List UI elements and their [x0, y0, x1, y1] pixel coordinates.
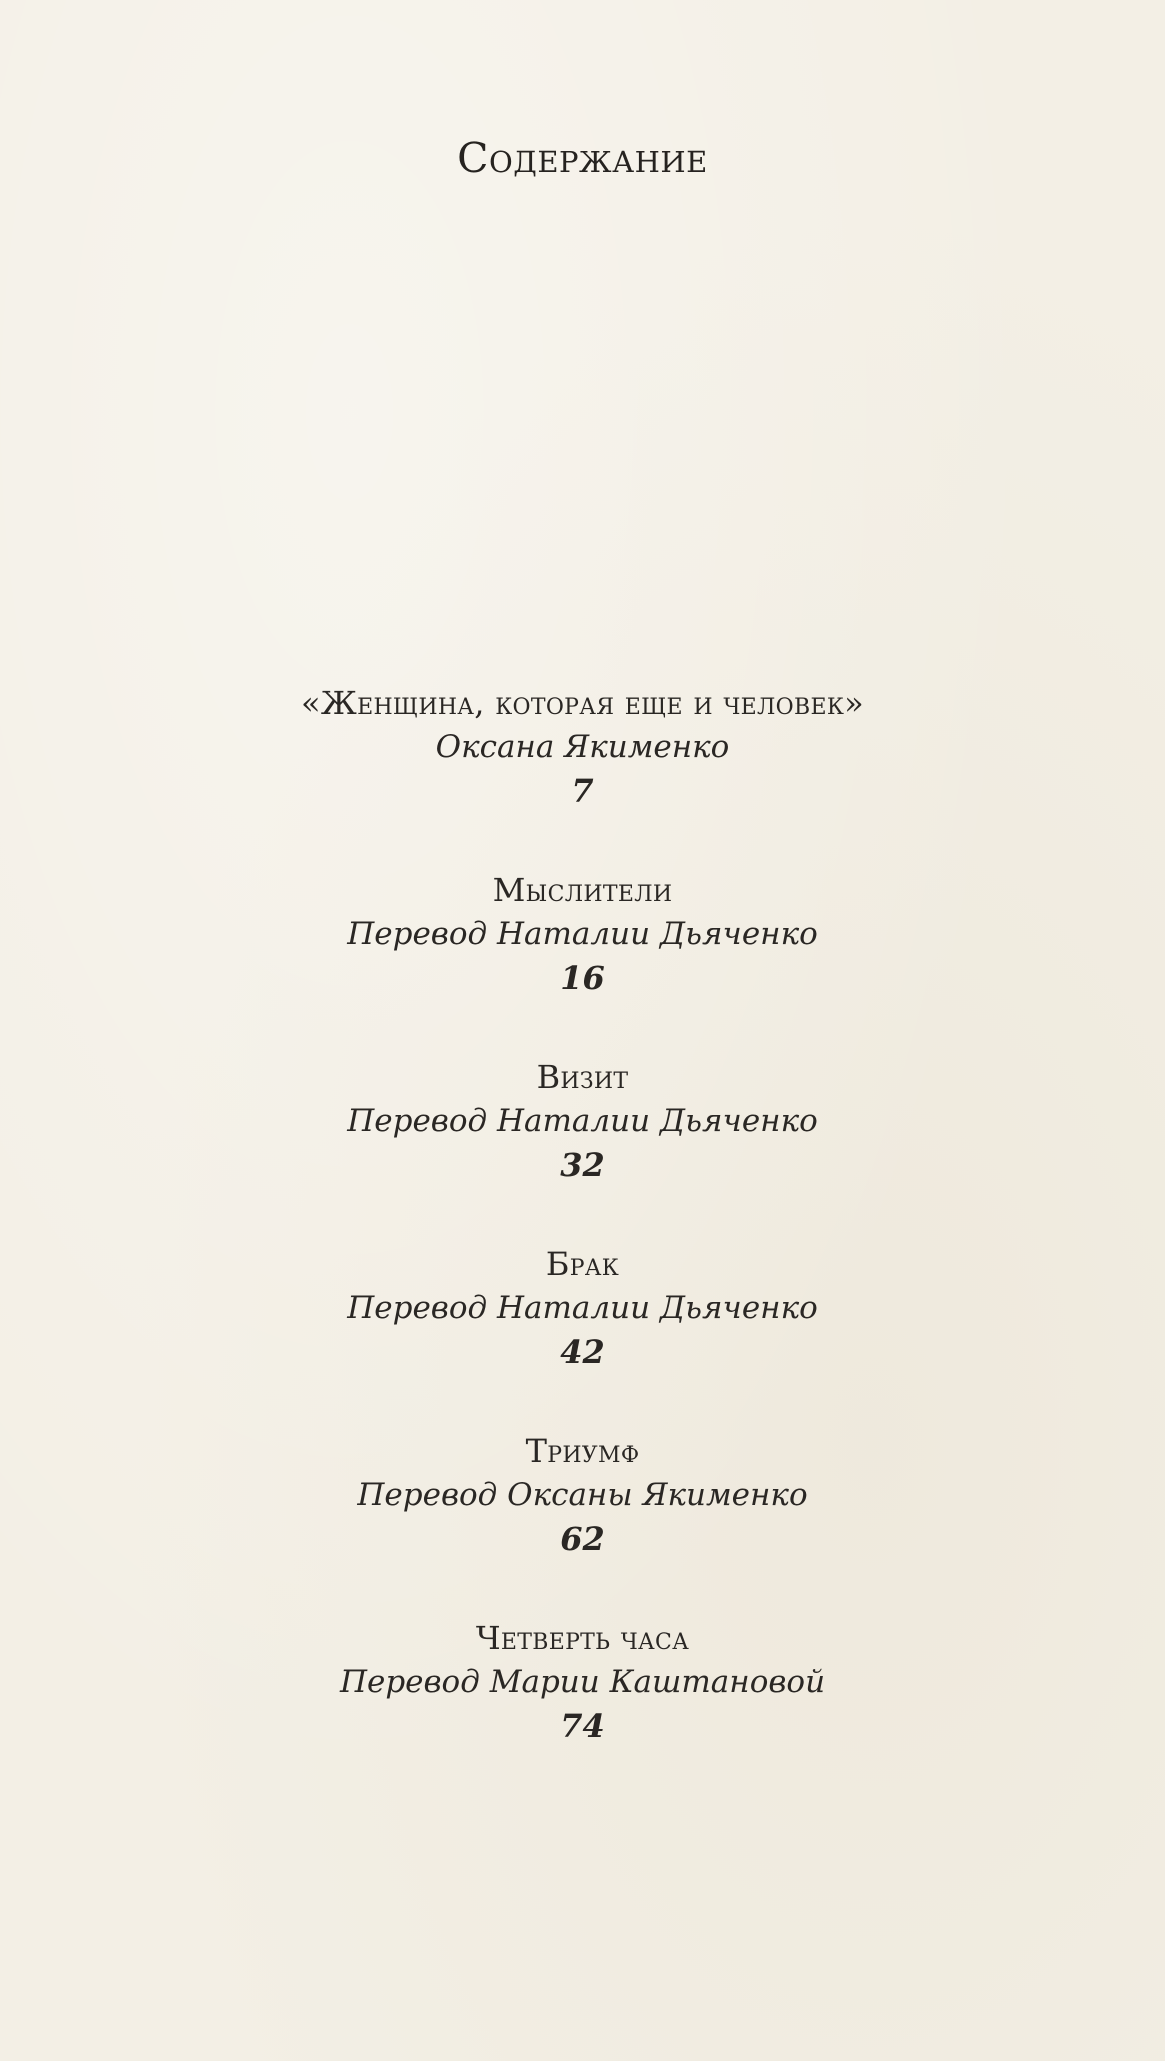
page-title: Содержание [457, 134, 708, 182]
entry-translator: Перевод Наталии Дьяченко [347, 1103, 818, 1139]
entry-page-number: 42 [560, 1333, 605, 1371]
entry-title: Визит [536, 1058, 629, 1096]
entry-page-number: 7 [571, 772, 594, 810]
entry-translator: Оксана Якименко [435, 729, 730, 765]
entry-title: Триумф [525, 1432, 640, 1470]
toc-entry [0, 1242, 1165, 1429]
toc-entry [0, 1055, 1165, 1242]
entry-page-number: 74 [560, 1707, 605, 1745]
entry-title: Четверть часа [475, 1619, 690, 1657]
toc-entry [0, 1616, 1165, 1803]
entry-page-number: 16 [560, 959, 605, 997]
entry-translator: Перевод Марии Каштановой [339, 1664, 826, 1700]
entry-translator: Перевод Наталии Дьяченко [347, 1290, 818, 1326]
entry-translator: Перевод Наталии Дьяченко [347, 916, 818, 952]
toc-entry [0, 868, 1165, 1055]
toc-entry [0, 681, 1165, 868]
entry-title: «Женщина, которая еще и человек» [300, 684, 865, 722]
entry-title: Мыслители [492, 871, 673, 909]
toc-entry [0, 1429, 1165, 1616]
table-of-contents [0, 681, 1165, 1803]
entry-page-number: 62 [560, 1520, 605, 1558]
entry-page-number: 32 [560, 1146, 605, 1184]
entry-title: Брак [545, 1245, 620, 1283]
entry-translator: Перевод Оксаны Якименко [357, 1477, 808, 1513]
